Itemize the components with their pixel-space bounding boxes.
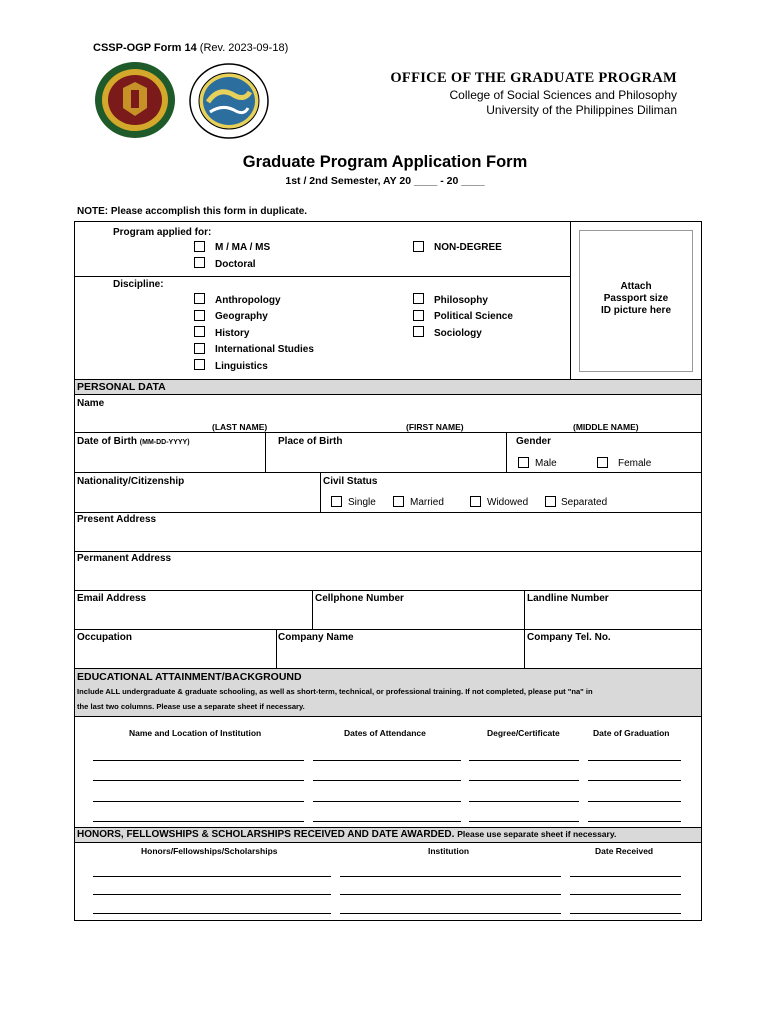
honors-row3-date[interactable] bbox=[570, 913, 681, 914]
page-title: Graduate Program Application Form bbox=[242, 153, 528, 171]
email-label: Email Address bbox=[77, 593, 147, 604]
edu-row1-degree[interactable] bbox=[469, 760, 579, 761]
discipline-history-label: History bbox=[215, 328, 250, 339]
present-address-field[interactable] bbox=[76, 526, 700, 550]
civil-married-label: Married bbox=[410, 497, 444, 508]
gender-female-checkbox[interactable] bbox=[597, 457, 608, 468]
civil-widowed-label: Widowed bbox=[487, 497, 529, 508]
edu-col-institution: Name and Location of Institution bbox=[129, 728, 262, 738]
civil-status-label: Civil Status bbox=[323, 476, 378, 487]
discipline-polsci-label: Political Science bbox=[434, 311, 513, 322]
honors-col-date: Date Received bbox=[595, 846, 654, 856]
honors-row2-honors[interactable] bbox=[93, 894, 331, 895]
edu-row4-institution[interactable] bbox=[93, 821, 304, 822]
civil-single-label: Single bbox=[348, 497, 376, 508]
dob-label bbox=[77, 436, 190, 447]
edu-row3-degree[interactable] bbox=[469, 801, 579, 802]
discipline-intl-studies-label: International Studies bbox=[215, 344, 314, 355]
gender-female-label: Female bbox=[618, 458, 652, 469]
present-address-label: Present Address bbox=[77, 514, 157, 525]
edu-row4-degree[interactable] bbox=[469, 821, 579, 822]
edu-row3-dates[interactable] bbox=[313, 801, 461, 802]
discipline-intl-studies-checkbox[interactable] bbox=[194, 343, 205, 354]
dob-text: Date of Birth bbox=[77, 436, 137, 447]
honors-row1-date[interactable] bbox=[570, 876, 681, 877]
discipline-anthropology-label: Anthropology bbox=[215, 295, 281, 306]
office-block bbox=[390, 70, 677, 117]
edu-row2-graduation[interactable] bbox=[588, 780, 681, 781]
gender-label: Gender bbox=[516, 436, 552, 447]
honors-heading-line bbox=[77, 829, 616, 840]
honors-heading: HONORS, FELLOWSHIPS & SCHOLARSHIPS RECEIVED AND DATE AWARDED. bbox=[77, 829, 455, 840]
discipline-geography-checkbox[interactable] bbox=[194, 310, 205, 321]
photo-line1: Attach bbox=[620, 281, 652, 292]
edu-row4-dates[interactable] bbox=[313, 821, 461, 822]
edu-row3-institution[interactable] bbox=[93, 801, 304, 802]
discipline-sociology-checkbox[interactable] bbox=[413, 326, 424, 337]
program-doctoral-label: Doctoral bbox=[215, 259, 256, 270]
discipline-linguistics-label: Linguistics bbox=[215, 361, 268, 372]
office-name: OFFICE OF THE GRADUATE PROGRAM bbox=[390, 70, 677, 86]
program-label: Program applied for: bbox=[113, 227, 212, 238]
discipline-geography-label: Geography bbox=[215, 311, 268, 322]
discipline-philosophy-checkbox[interactable] bbox=[413, 293, 424, 304]
edu-row3-graduation[interactable] bbox=[588, 801, 681, 802]
photo-line2: Passport size bbox=[603, 293, 669, 304]
permanent-address-field[interactable] bbox=[76, 565, 700, 589]
form-code-line bbox=[93, 42, 288, 54]
occupation-label: Occupation bbox=[77, 632, 133, 643]
discipline-anthropology-checkbox[interactable] bbox=[194, 293, 205, 304]
company-label: Company Name bbox=[278, 632, 354, 643]
honors-heading-note: Please use separate sheet if necessary. bbox=[457, 829, 617, 839]
name-label: Name bbox=[77, 398, 105, 409]
company-tel-label: Company Tel. No. bbox=[527, 632, 611, 643]
up-seal-logo bbox=[93, 60, 177, 140]
discipline-philosophy-label: Philosophy bbox=[434, 295, 488, 306]
civil-separated-label: Separated bbox=[561, 497, 608, 508]
permanent-address-label: Permanent Address bbox=[77, 553, 172, 564]
college-name: College of Social Sciences and Philosophy bbox=[449, 88, 677, 102]
form-revision: (Rev. 2023-09-18) bbox=[199, 42, 289, 54]
edu-row2-dates[interactable] bbox=[313, 780, 461, 781]
honors-row3-institution[interactable] bbox=[340, 913, 561, 914]
program-doctoral-checkbox[interactable] bbox=[194, 257, 205, 268]
edu-row1-institution[interactable] bbox=[93, 760, 304, 761]
civil-separated-checkbox[interactable] bbox=[545, 496, 556, 507]
program-ma-checkbox[interactable] bbox=[194, 241, 205, 252]
university-name: University of the Philippines Diliman bbox=[486, 103, 677, 117]
note: NOTE: Please accomplish this form in duplicate. bbox=[77, 206, 308, 217]
form-code: CSSP-OGP Form 14 bbox=[93, 42, 197, 54]
honors-row1-institution[interactable] bbox=[340, 876, 561, 877]
gender-male-checkbox[interactable] bbox=[518, 457, 529, 468]
honors-row1-honors[interactable] bbox=[93, 876, 331, 877]
discipline-label: Discipline: bbox=[113, 279, 164, 290]
honors-row3-honors[interactable] bbox=[93, 913, 331, 914]
nationality-label: Nationality/Citizenship bbox=[77, 476, 185, 487]
discipline-linguistics-checkbox[interactable] bbox=[194, 359, 205, 370]
edu-row1-graduation[interactable] bbox=[588, 760, 681, 761]
photo-line3: ID picture here bbox=[600, 305, 672, 316]
up-seal-mark bbox=[131, 90, 139, 108]
photo-box[interactable] bbox=[579, 230, 693, 372]
edu-col-dates: Dates of Attendance bbox=[344, 728, 426, 738]
education-instructions-2: the last two columns. Please use a separate sheet if necessary. bbox=[77, 702, 305, 711]
edu-col-degree: Degree/Certificate bbox=[487, 728, 560, 738]
page-subtitle: 1st / 2nd Semester, AY 20 ____ - 20 ____ bbox=[285, 175, 485, 187]
education-heading: EDUCATIONAL ATTAINMENT/BACKGROUND bbox=[77, 671, 302, 683]
honors-col-institution: Institution bbox=[428, 846, 470, 856]
middle-name-label: (MIDDLE NAME) bbox=[573, 422, 639, 432]
civil-married-checkbox[interactable] bbox=[393, 496, 404, 507]
gender-male-label: Male bbox=[535, 458, 557, 469]
edu-row2-institution[interactable] bbox=[93, 780, 304, 781]
discipline-sociology-label: Sociology bbox=[434, 328, 482, 339]
edu-row1-dates[interactable] bbox=[313, 760, 461, 761]
dob-format: (MM-DD-YYYY) bbox=[139, 439, 190, 446]
discipline-history-checkbox[interactable] bbox=[194, 326, 205, 337]
edu-row4-graduation[interactable] bbox=[588, 821, 681, 822]
program-nondegree-label: NON-DEGREE bbox=[434, 242, 502, 253]
edu-col-graduation: Date of Graduation bbox=[593, 728, 670, 738]
program-nondegree-checkbox[interactable] bbox=[413, 241, 424, 252]
honors-col-honors: Honors/Fellowships/Scholarships bbox=[141, 846, 278, 856]
first-name-label: (FIRST NAME) bbox=[406, 422, 464, 432]
pob-label: Place of Birth bbox=[278, 436, 343, 447]
cellphone-label: Cellphone Number bbox=[315, 593, 404, 604]
civil-widowed-checkbox[interactable] bbox=[470, 496, 481, 507]
education-instructions-1: Include ALL undergraduate & graduate schooling, as well as short-term, technical, or professional training. If not completed, please put "na" in bbox=[77, 687, 593, 696]
honors-row2-date[interactable] bbox=[570, 894, 681, 895]
honors-row2-institution[interactable] bbox=[340, 894, 561, 895]
discipline-polsci-checkbox[interactable] bbox=[413, 310, 424, 321]
last-name-label: (LAST NAME) bbox=[212, 422, 268, 432]
personal-data-heading: PERSONAL DATA bbox=[77, 381, 166, 393]
edu-row2-degree[interactable] bbox=[469, 780, 579, 781]
civil-single-checkbox[interactable] bbox=[331, 496, 342, 507]
cssp-seal-logo bbox=[188, 62, 270, 140]
name-field[interactable] bbox=[90, 404, 690, 418]
program-ma-label: M / MA / MS bbox=[215, 242, 271, 253]
landline-label: Landline Number bbox=[527, 593, 609, 604]
